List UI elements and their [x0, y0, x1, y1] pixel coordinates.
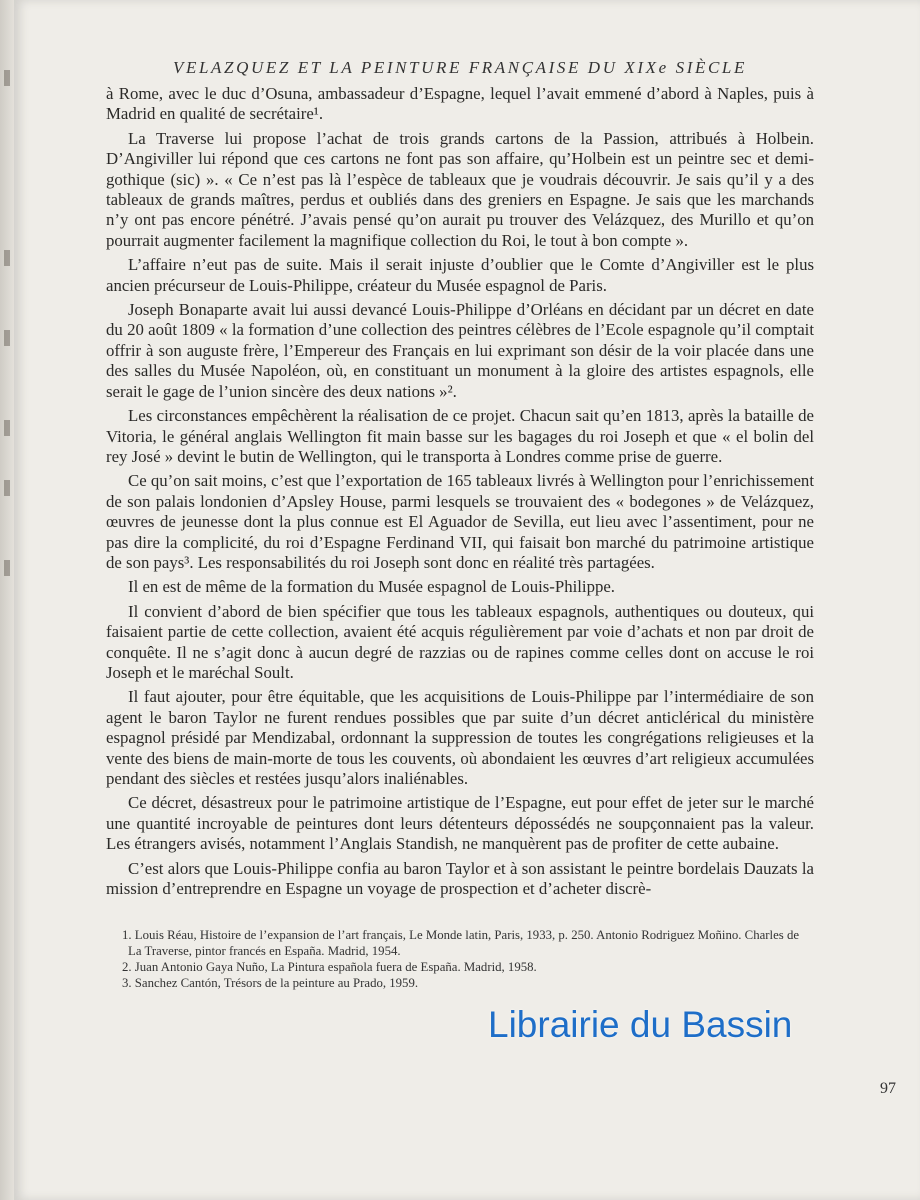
- paragraph: Il faut ajouter, pour être équitable, que les acquisitions de Louis-Philippe par l’intermédiaire de son agent le baron Taylor ne furent rendues possibles que par suite d’un décret anticlérical du ministère espagnol présidé par Mendizabal, ordonnant la suppression de toutes les congrégations religieuses et la vente des biens de main-morte de tous les couvents, où abondaient les œuvres d’art religieux accumulées pendant des siècles et restées jusqu’alors inaliénables.: [106, 687, 814, 788]
- paragraph: Il convient d’abord de bien spécifier que tous les tableaux espagnols, authentiques ou douteux, qui faisaient partie de cette collection, avaient été acquis régulièrement par voie d’achats et non par droit de conquête. Il ne s’agit donc à aucun degré de razzias ou de rapines comme celles dont on accuse le roi Joseph et le maréchal Soult.: [106, 601, 814, 682]
- paragraph: La Traverse lui propose l’achat de trois grands cartons de la Passion, attribués à Holbein. D’Angiviller lui répond que ces cartons ne font pas son affaire, qu’Holbein est un peintre sec et demi-gothique (sic) ». « Ce n’est pas là l’espèce de tableaux que je voudrais découvrir. Je sais qu’il y a des tableaux de grands maîtres, perdus et oubliés dans des greniers en Espagne. Je sais que les marchands n’y ont pas encore pénétré. J’avais pensé qu’on aurait pu trouver des Velázquez, des Murillo et qu’on pourrait augmenter facilement la magnifique collection du Roi, le tout à bon compte ».: [106, 128, 814, 250]
- margin-mark: [4, 480, 10, 496]
- footnote: 1. Louis Réau, Histoire de l’expansion de l’art français, Le Monde latin, Paris, 1933, p. 250. Antonio Rodriguez Moñino. Charles de La Traverse, pintor francés en España. Madrid, 1954.: [122, 928, 800, 959]
- paragraph: Les circonstances empêchèrent la réalisation de ce projet. Chacun sait qu’en 1813, après la bataille de Vitoria, le général anglais Wellington fit main basse sur les bagages du roi Joseph et que « el bolin del rey José » devint le butin de Wellington, qui le transporta à Londres comme prise de guerre.: [106, 406, 814, 466]
- paragraph: Il en est de même de la formation du Musée espagnol de Louis-Philippe.: [128, 577, 616, 597]
- paragraph: L’affaire n’eut pas de suite. Mais il serait injuste d’oublier que le Comte d’Angiviller est le plus ancien précurseur de Louis-Philippe, créateur du Musée espagnol de Paris.: [106, 255, 814, 295]
- running-head: VELAZQUEZ ET LA PEINTURE FRANÇAISE DU XIXe SIÈCLE: [173, 58, 747, 77]
- footnote: 3. Sanchez Cantón, Trésors de la peinture au Prado, 1959.: [122, 976, 419, 991]
- paragraph: C’est alors que Louis-Philippe confia au baron Taylor et à son assistant le peintre bordelais Dauzats la mission d’entreprendre en Espagne un voyage de prospection et d’acheter discrè-: [106, 858, 814, 899]
- page-gutter: [0, 0, 14, 1200]
- page-number: 97: [880, 1080, 896, 1097]
- footnote: 2. Juan Antonio Gaya Nuño, La Pintura española fuera de España. Madrid, 1958.: [122, 960, 537, 975]
- margin-mark: [4, 420, 10, 436]
- margin-mark: [4, 330, 10, 346]
- paragraph: à Rome, avec le duc d’Osuna, ambassadeur d’Espagne, lequel l’avait emmené d’abord à Naples, puis à Madrid en qualité de secrétaire¹.: [106, 84, 814, 124]
- margin-mark: [4, 250, 10, 266]
- margin-mark: [4, 70, 10, 86]
- paragraph: Ce qu’on sait moins, c’est que l’exportation de 165 tableaux livrés à Wellington pour l’enrichissement de son palais londonien d’Apsley House, parmi lesquels se trouvaient des « bodegones » de Velázquez, œuvres de jeunesse dont la plus connue est El Aguador de Sevilla, eut lieu avec l’assentiment, pour ne pas dire la complicité, du roi d’Espagne Ferdinand VII, qui faisait bon marché du patrimoine artistique de son pays³. Les responsabilités du roi Joseph sont donc en réalité très partagées.: [106, 471, 814, 572]
- paragraph: Ce décret, désastreux pour le patrimoine artistique de l’Espagne, eut pour effet de jeter sur le marché une quantité incroyable de peintures dont leurs détenteurs dépossédés ne soupçonnaient pas la valeur. Les étrangers avisés, notamment l’Anglais Standish, ne manquèrent pas de profiter de cette aubaine.: [106, 793, 814, 854]
- page-content: [106, 58, 814, 991]
- footnotes: [106, 927, 814, 991]
- margin-mark: [4, 560, 10, 576]
- body-text: [106, 84, 814, 899]
- paragraph: Joseph Bonaparte avait lui aussi devancé Louis-Philippe d’Orléans en décidant par un décret en date du 20 août 1809 « la formation d’une collection des peintres célèbres de l’Ecole espagnole qu’il comptait offrir à son auguste frère, l’Empereur des Français en lui exprimant son désir de la voir placée dans une des salles du Musée Napoléon, où, en constituant un monument à la gloire des artistes espagnols, elle serait le gage de l’union sincère des deux nations »².: [106, 300, 814, 401]
- watermark: Librairie du Bassin: [488, 1004, 793, 1045]
